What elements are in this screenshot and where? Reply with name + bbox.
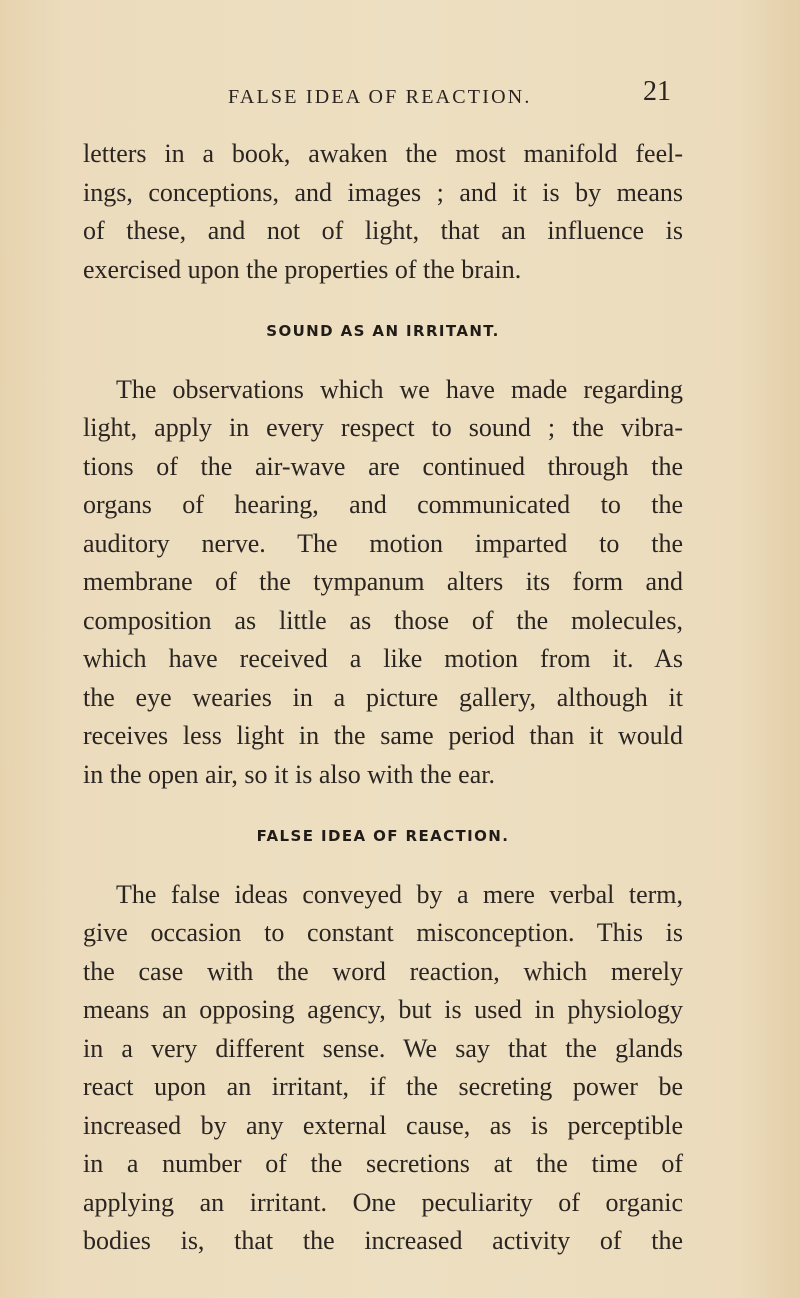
text-line: ings, conceptions, and images ; and it is by means: [83, 177, 683, 207]
text-line: in a number of the secretions at the time of: [83, 1149, 683, 1178]
text-line: letters in a book, awaken the most manifold feel-: [83, 139, 683, 168]
page-number: 21: [643, 76, 671, 107]
page-body: [83, 135, 683, 1261]
text-line: organs of hearing, and communicated to the: [83, 490, 683, 519]
text-line: tions of the air-wave are continued through the: [83, 451, 683, 481]
text-line: exercised upon the properties of the brain.: [83, 254, 522, 284]
text-line: in a very different sense. We say that the glands: [83, 1033, 683, 1063]
text-line: give occasion to constant misconception. This is: [83, 918, 683, 947]
paragraph-3: [83, 876, 683, 1261]
text-line: means an opposing agency, but is used in physiology: [83, 995, 683, 1024]
running-head: FALSE IDEA OF REACTION.: [228, 86, 532, 108]
paragraph-2: [83, 371, 683, 795]
text-line: react upon an irritant, if the secreting power be: [83, 1072, 683, 1101]
text-line: The observations which we have made regarding: [116, 374, 683, 404]
section-heading-sound: SOUND AS AN IRRITANT.: [266, 322, 500, 340]
paragraph-1: [83, 135, 683, 289]
text-line: composition as little as those of the molecules,: [83, 605, 683, 635]
text-line: the case with the word reaction, which merely: [83, 956, 683, 986]
text-line: applying an irritant. One peculiarity of organic: [83, 1187, 683, 1217]
section-heading-reaction: FALSE IDEA OF REACTION.: [256, 827, 510, 845]
text-line: in the open air, so it is also with the ear.: [83, 759, 495, 789]
text-line: of these, and not of light, that an influence is: [83, 216, 683, 245]
text-line: light, apply in every respect to sound ; the vibra-: [83, 413, 683, 442]
text-line: the eye wearies in a picture gallery, although it: [83, 682, 683, 712]
text-line: bodies is, that the increased activity of the: [83, 1226, 683, 1255]
text-line: auditory nerve. The motion imparted to the: [83, 528, 683, 558]
text-line: which have received a like motion from it. As: [83, 644, 683, 673]
text-line: receives less light in the same period than it would: [83, 721, 683, 750]
text-line: membrane of the tympanum alters its form and: [83, 567, 683, 596]
text-line: increased by any external cause, as is perceptible: [83, 1110, 683, 1140]
text-line: The false ideas conveyed by a mere verbal term,: [116, 879, 683, 909]
